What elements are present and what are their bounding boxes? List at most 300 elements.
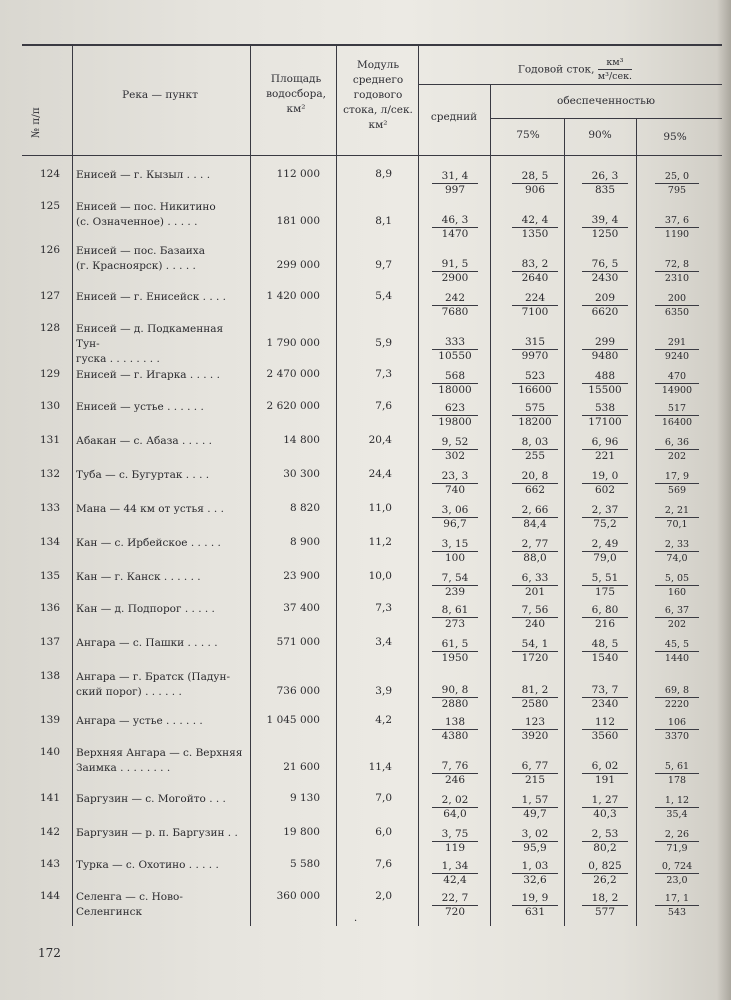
- runoff-p95: [655, 504, 699, 531]
- runoff-p95-m3s: 2220: [664, 699, 690, 710]
- runoff-p95-km3: 6, 37: [655, 604, 699, 618]
- runoff-p90-km3: 209: [582, 292, 628, 306]
- runoff-p90-km3: 2, 53: [582, 828, 628, 842]
- river-point: Баргузин — р. п. Баргузин . .: [76, 827, 238, 839]
- runoff-p90: [582, 716, 628, 743]
- runoff-p75-m3s: 240: [524, 618, 546, 630]
- runoff-mean-m3s: 1470: [441, 228, 469, 240]
- runoff-p95-m3s: 70,1: [666, 519, 688, 530]
- runoff-p95-km3: 200: [655, 292, 699, 306]
- runoff-p95: [655, 572, 699, 599]
- runoff-p90-km3: 6, 96: [582, 436, 628, 450]
- basin-area: 8 820: [289, 502, 320, 514]
- runoff-p95-m3s: 6350: [664, 307, 690, 318]
- runoff-mean-km3: 8, 61: [432, 604, 478, 618]
- runoff-p95: [655, 436, 699, 463]
- row-number: 141: [40, 792, 61, 804]
- col-divider-no: [72, 46, 73, 926]
- runoff-p95: [655, 170, 699, 197]
- basin-area: 21 600: [283, 761, 320, 773]
- runoff-p75-km3: 20, 8: [512, 470, 558, 484]
- basin-area: 9 130: [289, 792, 320, 804]
- runoff-p90: [582, 470, 628, 497]
- runoff-p90-km3: 488: [582, 370, 628, 384]
- runoff-p75-km3: 523: [512, 370, 558, 384]
- runoff-module: 8,1: [375, 215, 392, 227]
- runoff-p90: [582, 794, 628, 821]
- runoff-p95-km3: 72, 8: [655, 258, 699, 272]
- basin-area: 37 400: [283, 602, 320, 614]
- runoff-p75: [512, 794, 558, 821]
- runoff-p95-m3s: 9240: [664, 351, 690, 362]
- runoff-p90: [582, 504, 628, 531]
- basin-area: 2 470 000: [266, 368, 320, 380]
- runoff-mean-m3s: 246: [444, 774, 466, 786]
- runoff-p75-km3: 315: [512, 336, 558, 350]
- runoff-p90-km3: 2, 49: [582, 538, 628, 552]
- runoff-mean-km3: 7, 76: [432, 760, 478, 774]
- runoff-mean: [432, 684, 478, 711]
- header-module: Модуль среднего годового стока, л/сек. км²: [343, 59, 413, 131]
- runoff-p75: [512, 684, 558, 711]
- runoff-p90: [582, 860, 628, 887]
- runoff-p75-km3: 8, 03: [512, 436, 558, 450]
- runoff-p95-m3s: 202: [667, 451, 687, 462]
- runoff-p90: [582, 638, 628, 665]
- runoff-p95: [655, 470, 699, 497]
- runoff-module: 5,4: [375, 290, 392, 302]
- runoff-module: 24,4: [368, 468, 392, 480]
- runoff-mean-km3: 568: [432, 370, 478, 384]
- runoff-p75-m3s: 95,9: [523, 842, 547, 854]
- runoff-p90-km3: 26, 3: [582, 170, 628, 184]
- runoff-mean: [432, 538, 478, 565]
- runoff-mean-m3s: 740: [444, 484, 466, 496]
- header-units-bottom: м³/сек.: [597, 71, 633, 82]
- header-p95: 95%: [663, 131, 687, 143]
- runoff-mean-km3: 3, 06: [432, 504, 478, 518]
- runoff-p95-m3s: 1440: [664, 653, 690, 664]
- row-number: 143: [40, 858, 61, 870]
- runoff-p75-km3: 224: [512, 292, 558, 306]
- runoff-p75-m3s: 215: [524, 774, 546, 786]
- basin-area: 5 580: [289, 858, 320, 870]
- basin-area: 736 000: [276, 685, 320, 697]
- print-mark: ·: [354, 916, 358, 927]
- row-number: 125: [40, 200, 61, 212]
- runoff-mean-km3: 22, 7: [432, 892, 478, 906]
- runoff-module: 3,4: [375, 636, 392, 648]
- runoff-p75: [512, 214, 558, 241]
- page-number: 172: [38, 946, 61, 960]
- runoff-p95-km3: 517: [655, 402, 699, 416]
- runoff-p90-km3: 73, 7: [582, 684, 628, 698]
- runoff-mean: [432, 336, 478, 363]
- runoff-p90-km3: 6, 02: [582, 760, 628, 774]
- runoff-p75-km3: 19, 9: [512, 892, 558, 906]
- row-number: 130: [40, 400, 61, 412]
- runoff-p95-m3s: 569: [667, 485, 687, 496]
- runoff-p95: [655, 292, 699, 319]
- runoff-p75-m3s: 88,0: [523, 552, 547, 564]
- runoff-p95-m3s: 23,0: [666, 875, 688, 886]
- runoff-p95-m3s: 74,0: [666, 553, 688, 564]
- runoff-p90-km3: 39, 4: [582, 214, 628, 228]
- runoff-p75-m3s: 3920: [521, 730, 549, 742]
- header-p75: 75%: [516, 129, 540, 141]
- runoff-mean-km3: 1, 34: [432, 860, 478, 874]
- runoff-p75: [512, 402, 558, 429]
- runoff-p90: [582, 538, 628, 565]
- runoff-p90-m3s: 175: [594, 586, 616, 598]
- runoff-p75-km3: 1, 03: [512, 860, 558, 874]
- runoff-mean-km3: 90, 8: [432, 684, 478, 698]
- runoff-p75-m3s: 18200: [518, 416, 552, 428]
- runoff-mean: [432, 794, 478, 821]
- header-runoff-units: [598, 56, 632, 83]
- runoff-p90: [582, 292, 628, 319]
- runoff-p90-km3: 538: [582, 402, 628, 416]
- runoff-p75: [512, 470, 558, 497]
- basin-area: 1 790 000: [266, 337, 320, 349]
- runoff-p90-m3s: 1540: [591, 652, 619, 664]
- runoff-p75-m3s: 1720: [521, 652, 549, 664]
- runoff-p90: [582, 760, 628, 787]
- row-number: 138: [40, 670, 61, 682]
- runoff-mean-km3: 3, 15: [432, 538, 478, 552]
- river-point: Абакан — с. Абаза . . . . .: [76, 435, 212, 447]
- runoff-module: 2,0: [375, 890, 392, 902]
- runoff-mean: [432, 258, 478, 285]
- river-point: Енисей — г. Кызыл . . . .: [76, 169, 211, 181]
- runoff-module: 10,0: [368, 570, 392, 582]
- runoff-p75-km3: 28, 5: [512, 170, 558, 184]
- runoff-p75-m3s: 2640: [521, 272, 549, 284]
- row-number: 129: [40, 368, 61, 380]
- basin-area: 299 000: [276, 259, 320, 271]
- runoff-p90-km3: 76, 5: [582, 258, 628, 272]
- runoff-module: 7,0: [375, 792, 392, 804]
- runoff-p90-m3s: 3560: [591, 730, 619, 742]
- runoff-mean: [432, 170, 478, 197]
- runoff-p75-m3s: 49,7: [523, 808, 547, 820]
- runoff-p75: [512, 892, 558, 919]
- runoff-p90-m3s: 80,2: [593, 842, 617, 854]
- runoff-p75: [512, 504, 558, 531]
- runoff-p75-km3: 83, 2: [512, 258, 558, 272]
- col-divider-module: [418, 46, 419, 926]
- col-divider-mean: [490, 84, 491, 926]
- runoff-module: 8,9: [375, 168, 392, 180]
- runoff-p90: [582, 604, 628, 631]
- runoff-p95-km3: 45, 5: [655, 638, 699, 652]
- header-no: № п/п: [30, 107, 42, 138]
- runoff-mean-m3s: 19800: [438, 416, 472, 428]
- runoff-p95-km3: 2, 21: [655, 504, 699, 518]
- header-security: обеспеченностью: [557, 95, 655, 107]
- runoff-p90-km3: 2, 37: [582, 504, 628, 518]
- runoff-p95-km3: 2, 33: [655, 538, 699, 552]
- runoff-module: 20,4: [368, 434, 392, 446]
- basin-area: 1 420 000: [266, 290, 320, 302]
- runoff-p95: [655, 402, 699, 429]
- river-point: Ангара — г. Братск (Падун- ский порог) . . . . . .: [76, 671, 231, 698]
- runoff-p90-km3: 0, 825: [582, 860, 628, 874]
- runoff-p90-m3s: 79,0: [593, 552, 617, 564]
- runoff-mean-m3s: 239: [444, 586, 466, 598]
- runoff-p90-m3s: 221: [594, 450, 616, 462]
- runoff-mean-m3s: 273: [444, 618, 466, 630]
- runoff-p90-m3s: 602: [594, 484, 616, 496]
- basin-area: 360 000: [276, 890, 320, 902]
- runoff-p75-km3: 81, 2: [512, 684, 558, 698]
- runoff-p95-km3: 37, 6: [655, 214, 699, 228]
- runoff-mean-km3: 91, 5: [432, 258, 478, 272]
- runoff-p90-km3: 6, 80: [582, 604, 628, 618]
- runoff-p95: [655, 860, 699, 887]
- runoff-p95: [655, 892, 699, 919]
- runoff-p75-m3s: 662: [524, 484, 546, 496]
- runoff-p90-m3s: 1250: [591, 228, 619, 240]
- runoff-p95-m3s: 178: [667, 775, 687, 786]
- page-edge-shadow: [717, 0, 731, 1000]
- runoff-module: 11,0: [368, 502, 392, 514]
- runoff-p95-km3: 106: [655, 716, 699, 730]
- basin-area: 14 800: [283, 434, 320, 446]
- runoff-p90: [582, 170, 628, 197]
- row-number: 128: [40, 322, 61, 334]
- basin-area: 30 300: [283, 468, 320, 480]
- runoff-p95-m3s: 14900: [661, 385, 693, 396]
- runoff-mean-m3s: 4380: [441, 730, 469, 742]
- runoff-p75: [512, 370, 558, 397]
- runoff-p95-km3: 1, 12: [655, 794, 699, 808]
- col-divider-p90: [636, 118, 637, 926]
- runoff-p90: [582, 572, 628, 599]
- runoff-mean-m3s: 10550: [438, 350, 472, 362]
- runoff-p75-m3s: 9970: [521, 350, 549, 362]
- river-point: Ангара — устье . . . . . .: [76, 715, 203, 727]
- runoff-mean-m3s: 100: [444, 552, 466, 564]
- river-point: Енисей — г. Игарка . . . . .: [76, 369, 220, 381]
- runoff-p95-km3: 17, 1: [655, 892, 699, 906]
- security-subheader-rule: [490, 118, 722, 119]
- basin-area: 112 000: [276, 168, 320, 180]
- runoff-p90-m3s: 17100: [588, 416, 622, 428]
- runoff-module: 7,3: [375, 368, 392, 380]
- row-number: 139: [40, 714, 61, 726]
- runoff-mean: [432, 370, 478, 397]
- runoff-p75-km3: 2, 77: [512, 538, 558, 552]
- runoff-p90: [582, 336, 628, 363]
- runoff-module: 5,9: [375, 337, 392, 349]
- runoff-p75-m3s: 2580: [521, 698, 549, 710]
- runoff-mean-km3: 2, 02: [432, 794, 478, 808]
- runoff-mean-m3s: 2900: [441, 272, 469, 284]
- runoff-p90-m3s: 191: [594, 774, 616, 786]
- basin-area: 19 800: [283, 826, 320, 838]
- runoff-p95-m3s: 160: [667, 587, 687, 598]
- runoff-mean: [432, 760, 478, 787]
- table-header-bottom-rule: [22, 155, 722, 156]
- runoff-p90-km3: 112: [582, 716, 628, 730]
- runoff-p95-km3: 470: [655, 370, 699, 384]
- runoff-p95: [655, 370, 699, 397]
- runoff-p90: [582, 436, 628, 463]
- runoff-mean-km3: 3, 75: [432, 828, 478, 842]
- runoff-p75-km3: 123: [512, 716, 558, 730]
- header-runoff-label: Годовой сток,: [517, 63, 595, 76]
- runoff-p90-m3s: 216: [594, 618, 616, 630]
- runoff-mean-m3s: 96,7: [443, 518, 467, 530]
- col-divider-p75: [564, 118, 565, 926]
- runoff-p90: [582, 828, 628, 855]
- river-point: Селенга — с. Ново-Селенгинск: [76, 891, 183, 918]
- header-mean: средний: [430, 111, 478, 123]
- runoff-p75-km3: 3, 02: [512, 828, 558, 842]
- runoff-p90: [582, 684, 628, 711]
- row-number: 142: [40, 826, 61, 838]
- row-number: 144: [40, 890, 61, 902]
- runoff-p95: [655, 214, 699, 241]
- runoff-module: 4,2: [375, 714, 392, 726]
- runoff-p90-m3s: 9480: [591, 350, 619, 362]
- header-runoff: [470, 56, 680, 83]
- runoff-mean-m3s: 1950: [441, 652, 469, 664]
- runoff-mean-km3: 61, 5: [432, 638, 478, 652]
- row-number: 140: [40, 746, 61, 758]
- basin-area: 1 045 000: [266, 714, 320, 726]
- runoff-p95: [655, 684, 699, 711]
- row-number: 137: [40, 636, 61, 648]
- river-point: Кан — д. Подпорог . . . . .: [76, 603, 215, 615]
- runoff-mean-m3s: 7680: [441, 306, 469, 318]
- runoff-p75-m3s: 255: [524, 450, 546, 462]
- runoff-p95-km3: 6, 36: [655, 436, 699, 450]
- runoff-p90-m3s: 40,3: [593, 808, 617, 820]
- runoff-p90-m3s: 75,2: [593, 518, 617, 530]
- runoff-p95-m3s: 71,9: [666, 843, 688, 854]
- runoff-p95: [655, 760, 699, 787]
- runoff-mean-km3: 7, 54: [432, 572, 478, 586]
- row-number: 126: [40, 244, 61, 256]
- runoff-p95: [655, 336, 699, 363]
- row-number: 136: [40, 602, 61, 614]
- river-point: Енисей — пос. Базаиха (г. Красноярск) . . . . .: [76, 245, 205, 272]
- runoff-module: 11,4: [368, 761, 392, 773]
- runoff-p90: [582, 402, 628, 429]
- river-point: Енисей — д. Подкаменная Тун- гуска . . . . . . . .: [76, 323, 224, 365]
- row-number: 134: [40, 536, 61, 548]
- river-point: Енисей — устье . . . . . .: [76, 401, 204, 413]
- runoff-p95: [655, 828, 699, 855]
- runoff-mean-km3: 242: [432, 292, 478, 306]
- runoff-p90-km3: 5, 51: [582, 572, 628, 586]
- runoff-mean: [432, 292, 478, 319]
- runoff-module: 7,6: [375, 400, 392, 412]
- runoff-p75-m3s: 16600: [518, 384, 552, 396]
- runoff-mean: [432, 638, 478, 665]
- runoff-mean-m3s: 2880: [441, 698, 469, 710]
- runoff-p75-m3s: 906: [524, 184, 546, 196]
- runoff-p95-km3: 17, 9: [655, 470, 699, 484]
- runoff-p75: [512, 760, 558, 787]
- runoff-p75: [512, 436, 558, 463]
- runoff-p75-m3s: 631: [524, 906, 546, 918]
- runoff-p95-m3s: 2310: [664, 273, 690, 284]
- row-number: 124: [40, 168, 61, 180]
- basin-area: 2 620 000: [266, 400, 320, 412]
- col-divider-area: [336, 46, 337, 926]
- runoff-p90: [582, 892, 628, 919]
- runoff-p95: [655, 604, 699, 631]
- river-point: Верхняя Ангара — с. Верхняя Заимка . . . . . . . .: [76, 747, 243, 774]
- runoff-p95-km3: 5, 05: [655, 572, 699, 586]
- runoff-p90-m3s: 577: [594, 906, 616, 918]
- runoff-p75: [512, 170, 558, 197]
- runoff-p90-m3s: 2430: [591, 272, 619, 284]
- runoff-p90-m3s: 15500: [588, 384, 622, 396]
- runoff-p95-m3s: 3370: [664, 731, 690, 742]
- runoff-p90-km3: 19, 0: [582, 470, 628, 484]
- runoff-p95-m3s: 35,4: [666, 809, 688, 820]
- runoff-p75: [512, 638, 558, 665]
- runoff-p90: [582, 370, 628, 397]
- river-point: Туба — с. Бугуртак . . . .: [76, 469, 210, 481]
- runoff-p75: [512, 538, 558, 565]
- runoff-module: 11,2: [368, 536, 392, 548]
- runoff-mean: [432, 504, 478, 531]
- river-point: Кан — с. Ирбейское . . . . .: [76, 537, 221, 549]
- basin-area: 571 000: [276, 636, 320, 648]
- runoff-mean-km3: 46, 3: [432, 214, 478, 228]
- runoff-mean-m3s: 997: [444, 184, 466, 196]
- runoff-p75-km3: 575: [512, 402, 558, 416]
- runoff-mean: [432, 892, 478, 919]
- runoff-p90-km3: 18, 2: [582, 892, 628, 906]
- runoff-mean-km3: 23, 3: [432, 470, 478, 484]
- runoff-p90-m3s: 6620: [591, 306, 619, 318]
- river-point: Енисей — г. Енисейск . . . .: [76, 291, 227, 303]
- river-point: Кан — г. Канск . . . . . .: [76, 571, 201, 583]
- runoff-p95-km3: 69, 8: [655, 684, 699, 698]
- header-p90: 90%: [588, 129, 612, 141]
- runoff-p90: [582, 258, 628, 285]
- basin-area: 8 900: [289, 536, 320, 548]
- runoff-p95-m3s: 543: [667, 907, 687, 918]
- runoff-p95: [655, 258, 699, 285]
- river-point: Енисей — пос. Никитино (с. Означенное) . . . . .: [76, 201, 216, 228]
- row-number: 127: [40, 290, 61, 302]
- runoff-p95-km3: 291: [655, 336, 699, 350]
- runoff-p95: [655, 638, 699, 665]
- runoff-p95: [655, 794, 699, 821]
- runoff-mean-m3s: 119: [444, 842, 466, 854]
- runoff-module: 7,6: [375, 858, 392, 870]
- runoff-mean-m3s: 302: [444, 450, 466, 462]
- runoff-p75: [512, 604, 558, 631]
- runoff-p75-km3: 2, 66: [512, 504, 558, 518]
- runoff-module: 9,7: [375, 259, 392, 271]
- runoff-p90-m3s: 835: [594, 184, 616, 196]
- runoff-p75-m3s: 84,4: [523, 518, 547, 530]
- runoff-p95: [655, 538, 699, 565]
- river-point: Баргузин — с. Могойто . . .: [76, 793, 226, 805]
- row-number: 132: [40, 468, 61, 480]
- runoff-p75-km3: 54, 1: [512, 638, 558, 652]
- runoff-mean-m3s: 18000: [438, 384, 472, 396]
- runoff-p75: [512, 258, 558, 285]
